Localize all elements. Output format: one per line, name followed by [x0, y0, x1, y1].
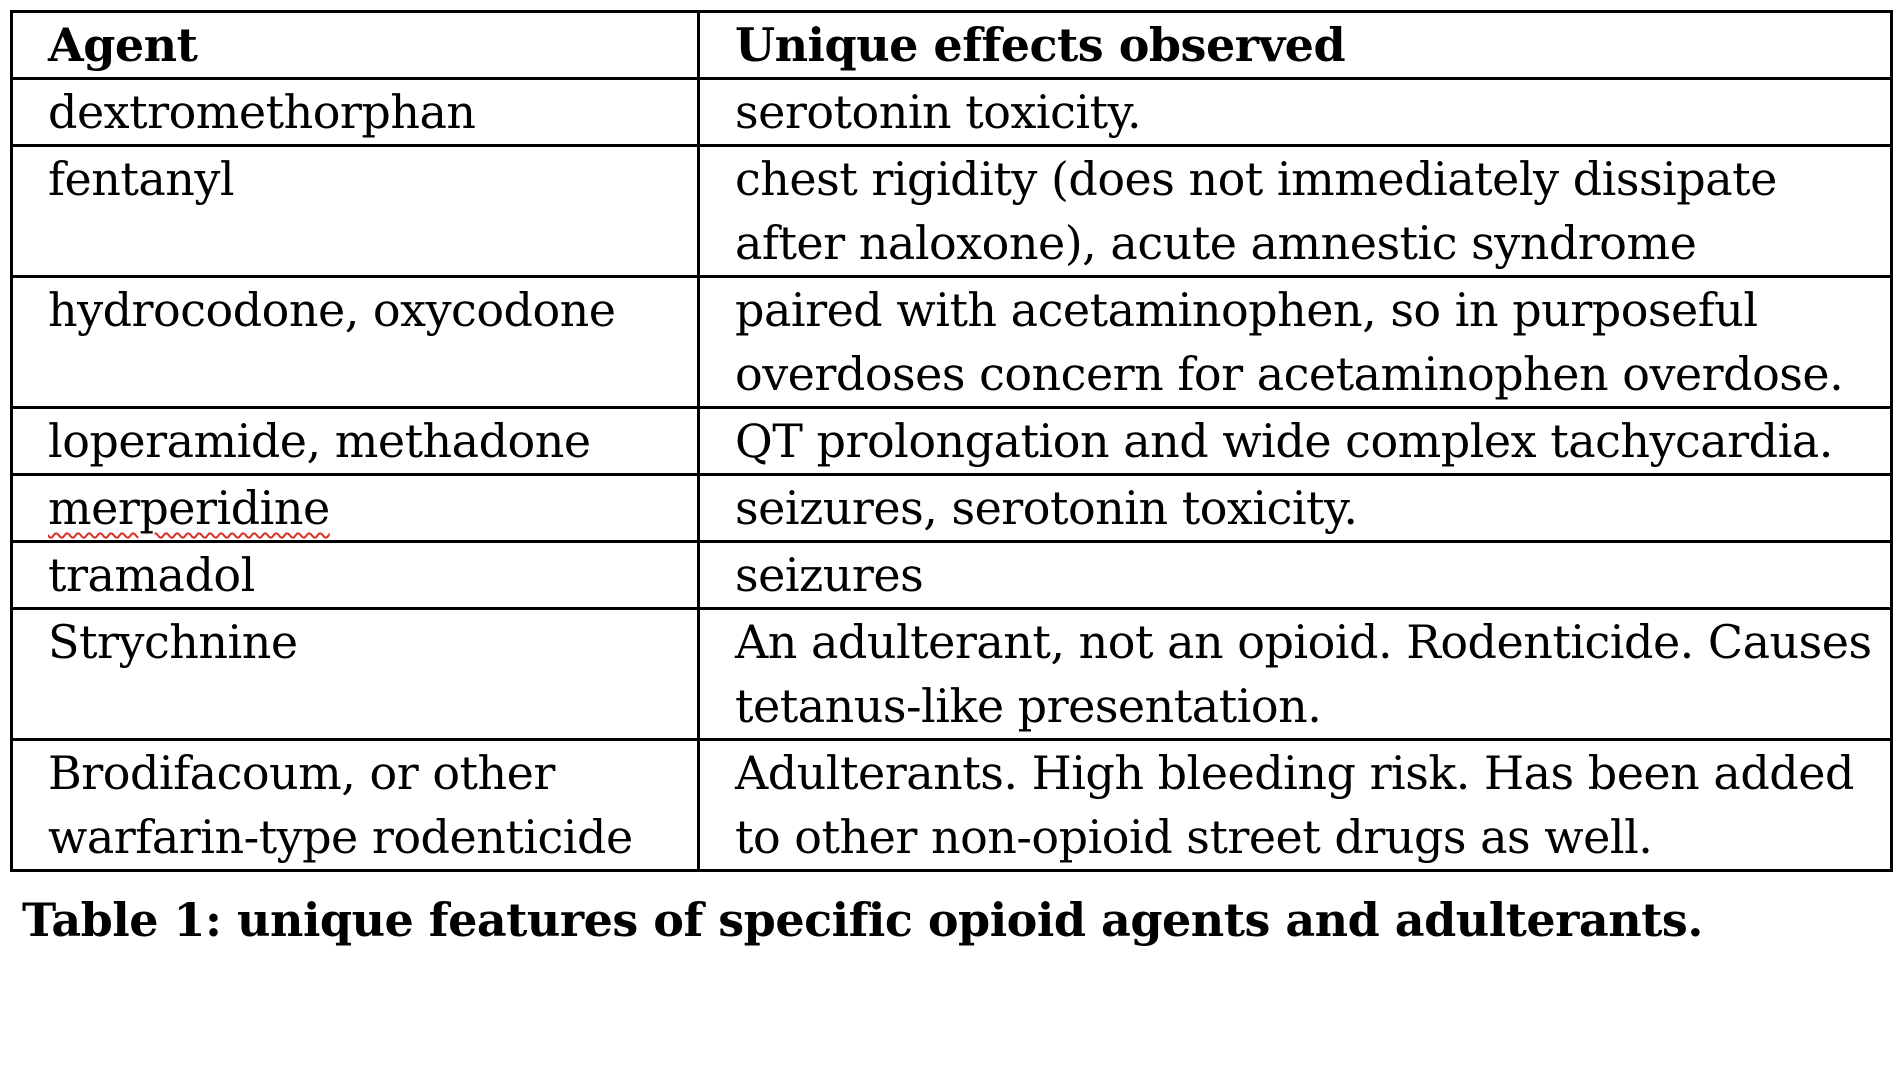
table-caption: Table 1: unique features of specific opioid agents and adulterants. — [22, 893, 1703, 947]
effects-cell: seizures, serotonin toxicity. — [699, 475, 1892, 542]
table-row — [12, 740, 1892, 871]
agent-cell — [12, 740, 699, 871]
agent-name: dextromethorphan — [48, 85, 476, 139]
agent-name: fentanyl — [48, 152, 235, 206]
agent-name: Strychnine — [48, 615, 298, 669]
effects-cell: An adulterant, not an opioid. Rodenticide. Causes tetanus-like presentation. — [699, 609, 1892, 740]
header-unique-effects: Unique effects observed — [699, 12, 1892, 79]
effects-cell: QT prolongation and wide complex tachycardia. — [699, 408, 1892, 475]
effects-cell: Adulterants. High bleeding risk. Has been added to other non-opioid street drugs as well. — [699, 740, 1892, 871]
agent-name: Brodifacoum, or other warfarin-type rodenticide — [48, 746, 633, 864]
agent-cell — [12, 475, 699, 542]
effects-cell: paired with acetaminophen, so in purposeful overdoses concern for acetaminophen overdose. — [699, 277, 1892, 408]
table-body — [12, 79, 1892, 871]
agent-cell — [12, 277, 699, 408]
agent-cell — [12, 609, 699, 740]
agent-cell — [12, 542, 699, 609]
effects-cell: chest rigidity (does not immediately dissipate after naloxone), acute amnestic syndrome — [699, 146, 1892, 277]
agent-cell — [12, 408, 699, 475]
agent-name-misspelled[interactable]: merperidine — [48, 481, 330, 535]
table-row — [12, 609, 1892, 740]
agent-name: loperamide, methadone — [48, 414, 591, 468]
table-row — [12, 542, 1892, 609]
table-row — [12, 146, 1892, 277]
table-row — [12, 277, 1892, 408]
document — [10, 10, 1890, 952]
table-header-row — [12, 12, 1892, 79]
header-agent: Agent — [12, 12, 699, 79]
agent-cell — [12, 79, 699, 146]
opioid-agents-table — [10, 10, 1893, 872]
effects-cell: seizures — [699, 542, 1892, 609]
table-row — [12, 79, 1892, 146]
table-row — [12, 475, 1892, 542]
agent-name: hydrocodone, oxycodone — [48, 283, 616, 337]
effects-cell: serotonin toxicity. — [699, 79, 1892, 146]
agent-cell — [12, 146, 699, 277]
agent-name: tramadol — [48, 548, 255, 602]
table-row — [12, 408, 1892, 475]
